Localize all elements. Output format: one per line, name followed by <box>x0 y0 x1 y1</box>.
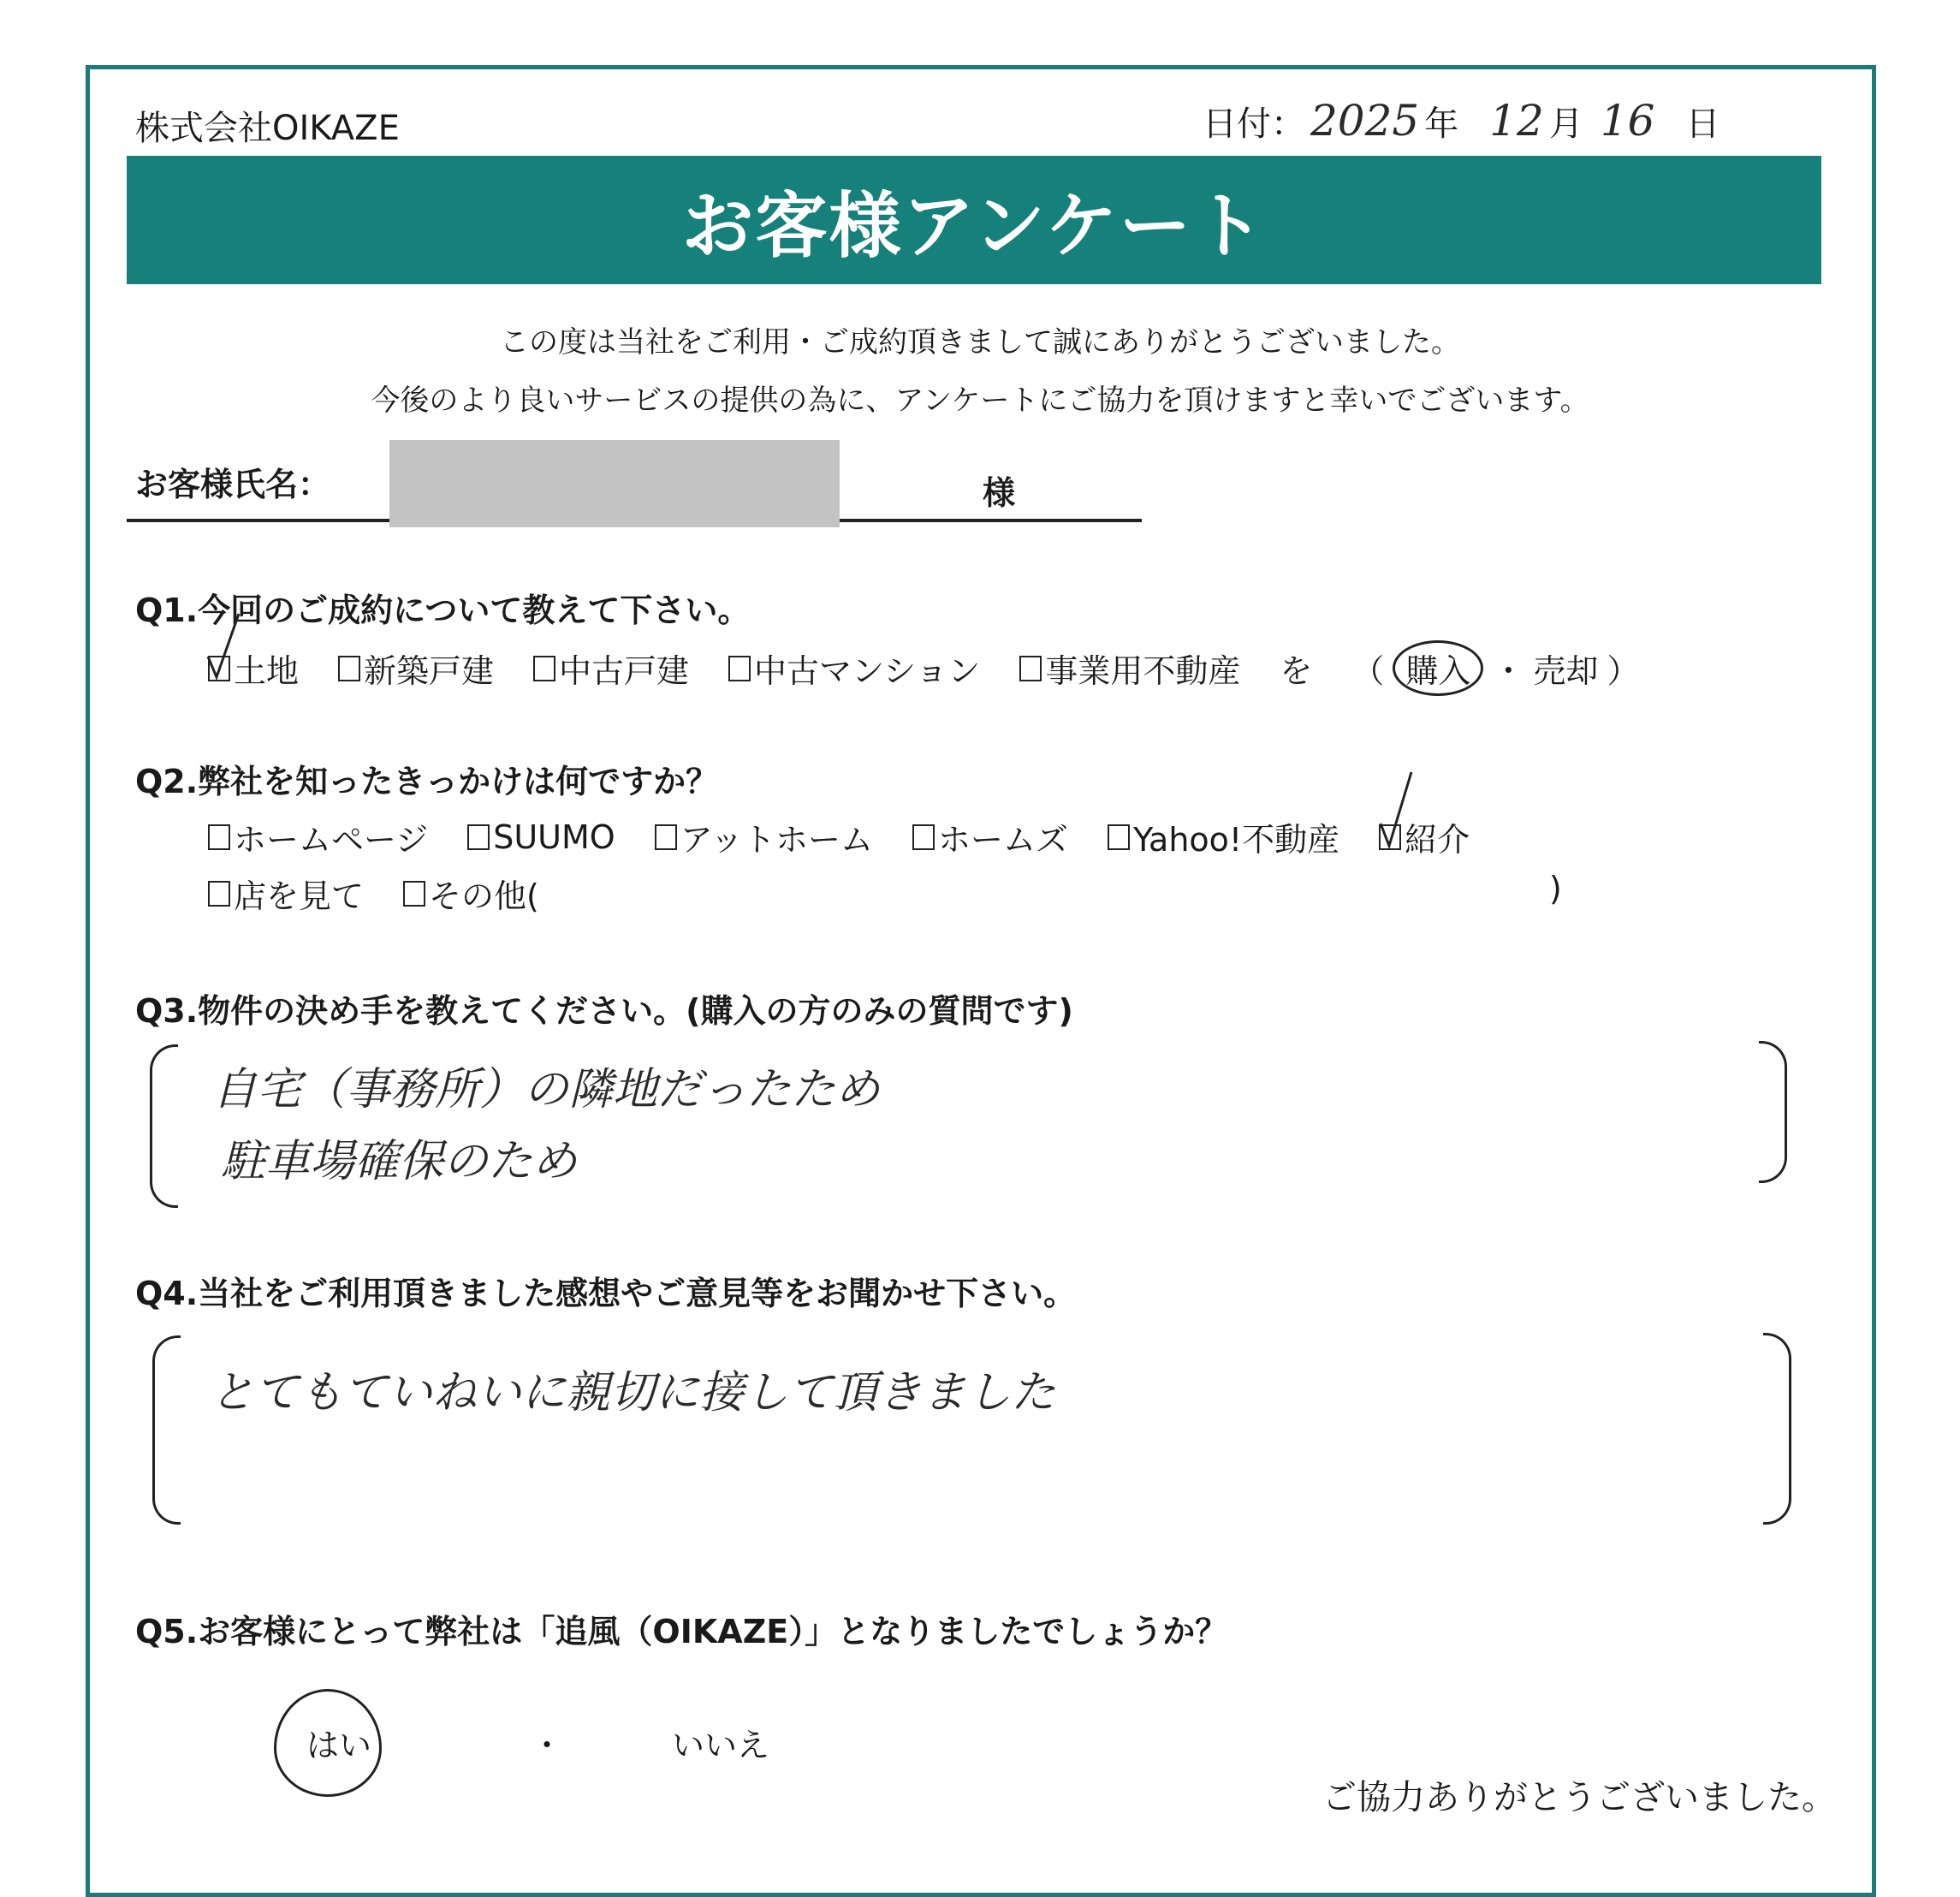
q1-option-label: 中古戸建 <box>559 652 690 690</box>
q2-option-homes[interactable] <box>912 813 1068 860</box>
q2-option-label: ホームズ <box>938 821 1069 859</box>
checkbox-icon[interactable] <box>467 824 490 850</box>
q1-option-land[interactable] <box>208 645 299 692</box>
page-title: お客様アンケート <box>681 183 1267 268</box>
checkmark-icon <box>1375 770 1427 849</box>
date-year[interactable]: 2025 <box>1310 96 1420 146</box>
checkbox-icon[interactable] <box>1019 656 1042 681</box>
intro-line-1: この度は当社をご利用・ご成約頂きまして誠にありがとうございました。 <box>500 325 1460 360</box>
q4-answer-text: とてもていねいに親切に接して頂きました <box>210 1367 1056 1418</box>
q2-options-row-2 <box>208 870 539 917</box>
q2-option-label: 紹介 <box>1405 821 1470 859</box>
checkbox-icon[interactable] <box>1108 824 1130 850</box>
customer-name-field-redacted[interactable] <box>389 440 840 527</box>
checkmark-icon <box>205 612 256 681</box>
date-day[interactable]: 16 <box>1600 96 1655 146</box>
day-unit: 日 <box>1685 104 1720 144</box>
q3-question: Q3.物件の決め手を教えてください。(購入の方のみの質問です) <box>135 992 1073 1030</box>
q5-question: Q5.お客様にとって弊社は「追風（OIKAZE）」となりましたでしょうか？ <box>135 1613 1228 1650</box>
q1-option-label: 土地 <box>234 652 300 690</box>
q3-answer-line-2: 駐車場確保のため <box>221 1136 578 1187</box>
date-label: 日付： <box>1203 104 1305 144</box>
date-field <box>1203 96 1720 146</box>
q5-yes-option[interactable]: はい <box>306 1727 372 1764</box>
q1-question: Q1.今回のご成約について教えて下さい。 <box>135 592 751 629</box>
title-banner <box>127 156 1821 284</box>
q2-option-yahoo[interactable] <box>1108 813 1339 860</box>
checkbox-icon[interactable] <box>208 824 230 850</box>
q1-option-label: 事業用不動産 <box>1045 652 1241 690</box>
checkbox-icon[interactable] <box>533 656 555 681</box>
q2-option-homepage[interactable] <box>208 813 428 860</box>
q4-question: Q4.当社をご利用頂きました感想やご意見等をお聞かせ下さい。 <box>135 1275 1077 1312</box>
q2-option-label: アットホーム <box>680 821 874 859</box>
checkbox-icon[interactable] <box>655 824 677 850</box>
honorific-suffix: 様 <box>983 474 1016 512</box>
q2-option-label: その他( <box>429 877 539 915</box>
q2-option-label: Yahoo!不動産 <box>1133 821 1340 859</box>
q2-option-other[interactable] <box>403 870 539 917</box>
checkbox-icon[interactable] <box>338 656 360 681</box>
q1-option-commercial[interactable] <box>1019 645 1240 692</box>
year-unit: 年 <box>1424 104 1459 144</box>
q2-option-suumo[interactable] <box>467 818 615 856</box>
company-name: 株式会社OIKAZE <box>135 109 400 148</box>
q4-answer-bracket-right <box>1763 1333 1791 1525</box>
q1-option-label: 中古マンション <box>754 652 981 690</box>
q1-sale-option[interactable]: 売却 <box>1533 652 1599 690</box>
q5-no-option[interactable]: いいえ <box>672 1727 770 1764</box>
separator: ・ <box>1492 652 1525 690</box>
checkbox-icon[interactable] <box>728 656 751 681</box>
q2-option-saw-store[interactable] <box>208 870 364 917</box>
q1-option-label: 新築戸建 <box>364 652 495 690</box>
q1-purchase-option[interactable]: 購入 <box>1393 640 1483 696</box>
q2-other-input[interactable] <box>582 870 1523 909</box>
q2-option-label: SUUMO <box>493 818 615 856</box>
q1-option-used-condo[interactable] <box>728 645 980 692</box>
q2-option-label: ホームページ <box>234 821 429 859</box>
close-paren: ） <box>1607 652 1640 690</box>
q1-particle: を <box>1280 652 1313 690</box>
q2-option-label: 店を見て <box>234 877 365 915</box>
open-paren: （ <box>1351 652 1385 690</box>
checkbox-icon[interactable] <box>403 881 425 907</box>
q4-answer-field[interactable] <box>184 1337 1750 1517</box>
date-month[interactable]: 12 <box>1489 96 1544 146</box>
customer-name-label: お客様氏名： <box>135 466 331 503</box>
checkbox-icon[interactable] <box>208 881 230 907</box>
q1-option-used-house[interactable] <box>533 645 689 692</box>
q4-answer-bracket-left <box>152 1335 181 1525</box>
q5-separator: ・ <box>531 1727 564 1764</box>
q2-option-referral[interactable] <box>1379 813 1470 860</box>
thank-you-message: ご協力ありがとうございました。 <box>1322 1778 1836 1817</box>
q1-transaction-type <box>1351 640 1639 696</box>
q1-options <box>208 640 1639 696</box>
q3-answer-line-1: 自宅（事務所）の隣地だったため <box>212 1064 881 1115</box>
q2-options-row-1 <box>208 813 1470 860</box>
q1-option-new-house[interactable] <box>338 645 494 692</box>
q2-question: Q2.弊社を知ったきっかけは何ですか？ <box>135 763 719 800</box>
q2-option-athome[interactable] <box>655 813 873 860</box>
intro-line-2: 今後のより良いサービスの提供の為に、アンケートにご協力を頂けますと幸いでございます。 <box>371 384 1589 418</box>
q3-answer-bracket-left <box>150 1044 178 1208</box>
q3-answer-field[interactable] <box>180 1046 1746 1200</box>
checkbox-icon[interactable] <box>912 824 935 850</box>
q3-answer-bracket-right <box>1759 1041 1787 1183</box>
q2-other-close-paren: ) <box>1549 870 1562 907</box>
month-unit: 月 <box>1548 104 1583 144</box>
